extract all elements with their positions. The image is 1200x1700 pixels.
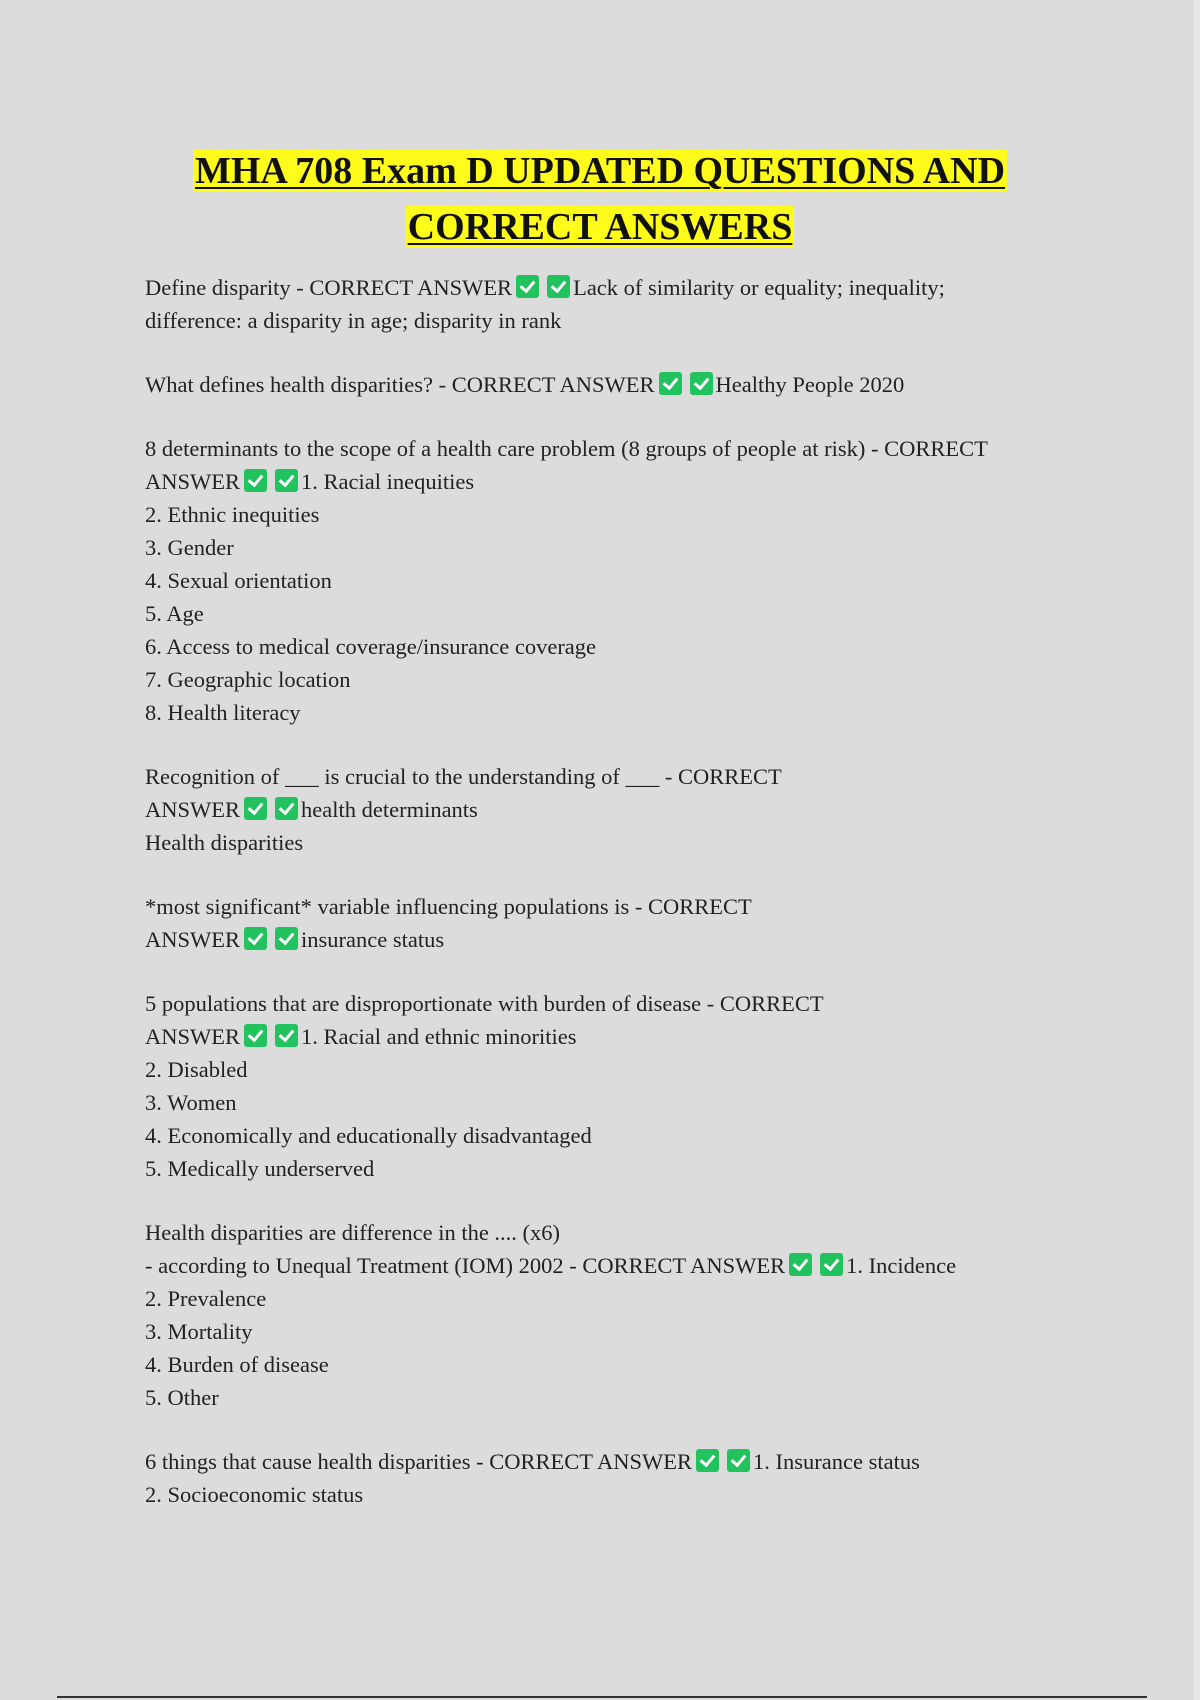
qa-item xyxy=(145,987,1075,1185)
qa-line-text: 3. Mortality xyxy=(145,1319,253,1344)
qa-item xyxy=(145,890,1075,956)
qa-line xyxy=(145,696,1075,729)
qa-line-text: 2. Disabled xyxy=(145,1057,248,1082)
qa-line xyxy=(145,564,1075,597)
qa-line-text: difference: a disparity in age; disparity in rank xyxy=(145,308,562,333)
footer-divider xyxy=(57,1696,1147,1698)
green-checkmark-icon xyxy=(244,927,267,950)
qa-line-text: 2. Socioeconomic status xyxy=(145,1482,364,1507)
qa-line xyxy=(145,1119,1075,1152)
qa-line-text: 5 populations that are disproportionate with burden of disease - CORRECT xyxy=(145,991,824,1016)
qa-answer-text: Lack of similarity or equality; inequality; xyxy=(573,275,945,300)
qa-line xyxy=(145,304,1075,337)
qa-line xyxy=(145,1315,1075,1348)
qa-item xyxy=(145,760,1075,859)
qa-line xyxy=(145,923,1075,956)
qa-line-text: 8. Health literacy xyxy=(145,700,301,725)
qa-line xyxy=(145,630,1075,663)
qa-answer-text: insurance status xyxy=(301,927,445,952)
qa-item xyxy=(145,271,1075,337)
qa-line-text: Health disparities are difference in the .... (x6) xyxy=(145,1220,561,1245)
qa-answer-text: health determinants xyxy=(301,797,478,822)
title-line-2: CORRECT ANSWERS xyxy=(407,206,793,248)
green-checkmark-icon xyxy=(244,469,267,492)
qa-line xyxy=(145,890,1075,923)
green-checkmark-icon xyxy=(244,797,267,820)
qa-line-text: 2. Ethnic inequities xyxy=(145,502,320,527)
qa-line xyxy=(145,793,1075,826)
qa-line-text: ANSWER xyxy=(145,1024,240,1049)
qa-line-text: 2. Prevalence xyxy=(145,1286,267,1311)
qa-line-text: 5. Age xyxy=(145,601,204,626)
qa-line xyxy=(145,368,1075,401)
qa-item xyxy=(145,368,1075,401)
qa-line xyxy=(145,1020,1075,1053)
qa-line-text: ANSWER xyxy=(145,927,240,952)
qa-answer-text: 1. Racial and ethnic minorities xyxy=(301,1024,577,1049)
green-checkmark-icon xyxy=(696,1449,719,1472)
qa-line-text: 6 things that cause health disparities - CORRECT ANSWER xyxy=(145,1449,693,1474)
green-checkmark-icon xyxy=(789,1253,812,1276)
green-checkmark-icon xyxy=(659,372,682,395)
qa-line xyxy=(145,1381,1075,1414)
qa-line xyxy=(145,1152,1075,1185)
green-checkmark-icon xyxy=(244,1024,267,1047)
qa-line-text: Recognition of ___ is crucial to the understanding of ___ - CORRECT xyxy=(145,764,782,789)
qa-line xyxy=(145,760,1075,793)
qa-answer-text: Healthy People 2020 xyxy=(715,372,905,397)
qa-line-text: 4. Burden of disease xyxy=(145,1352,329,1377)
qa-line xyxy=(145,432,1075,465)
qa-answer-text: 1. Incidence xyxy=(846,1253,957,1278)
qa-list xyxy=(145,271,1075,1542)
qa-line xyxy=(145,1348,1075,1381)
page-edge xyxy=(1194,0,1200,1700)
qa-line-text: 5. Medically underserved xyxy=(145,1156,375,1181)
qa-line-text: 6. Access to medical coverage/insurance coverage xyxy=(145,634,597,659)
qa-line xyxy=(145,663,1075,696)
qa-line xyxy=(145,531,1075,564)
qa-line-text: 4. Sexual orientation xyxy=(145,568,332,593)
green-checkmark-icon xyxy=(547,275,570,298)
green-checkmark-icon xyxy=(275,927,298,950)
qa-line xyxy=(145,1216,1075,1249)
qa-line xyxy=(145,987,1075,1020)
qa-answer-text: 1. Insurance status xyxy=(753,1449,920,1474)
title-line-1: MHA 708 Exam D UPDATED QUESTIONS AND xyxy=(194,150,1006,192)
qa-line xyxy=(145,826,1075,859)
qa-line-text: 3. Women xyxy=(145,1090,237,1115)
qa-line-text: 8 determinants to the scope of a health care problem (8 groups of people at risk) - CORRECT xyxy=(145,436,988,461)
qa-line-text: What defines health disparities? - CORRECT ANSWER xyxy=(145,372,655,397)
qa-line xyxy=(145,597,1075,630)
qa-line-text: 3. Gender xyxy=(145,535,234,560)
qa-answer-text: 1. Racial inequities xyxy=(301,469,475,494)
qa-line-text: - according to Unequal Treatment (IOM) 2002 - CORRECT ANSWER xyxy=(145,1253,786,1278)
qa-line xyxy=(145,1053,1075,1086)
document-title xyxy=(100,143,1100,255)
qa-line-text: ANSWER xyxy=(145,797,240,822)
qa-line xyxy=(145,465,1075,498)
qa-item xyxy=(145,1445,1075,1511)
green-checkmark-icon xyxy=(516,275,539,298)
green-checkmark-icon xyxy=(275,1024,298,1047)
qa-item xyxy=(145,1216,1075,1414)
qa-line-text: 4. Economically and educationally disadvantaged xyxy=(145,1123,592,1148)
green-checkmark-icon xyxy=(727,1449,750,1472)
qa-line-text: ANSWER xyxy=(145,469,240,494)
qa-line xyxy=(145,1249,1075,1282)
qa-line xyxy=(145,271,1075,304)
qa-line-text: 5. Other xyxy=(145,1385,219,1410)
qa-line-text: Health disparities xyxy=(145,830,304,855)
qa-item xyxy=(145,432,1075,729)
green-checkmark-icon xyxy=(275,797,298,820)
green-checkmark-icon xyxy=(820,1253,843,1276)
green-checkmark-icon xyxy=(275,469,298,492)
qa-line-text: 7. Geographic location xyxy=(145,667,351,692)
qa-line xyxy=(145,498,1075,531)
qa-line xyxy=(145,1445,1075,1478)
green-checkmark-icon xyxy=(690,372,713,395)
qa-line-text: Define disparity - CORRECT ANSWER xyxy=(145,275,513,300)
qa-line xyxy=(145,1478,1075,1511)
qa-line xyxy=(145,1086,1075,1119)
qa-line-text: *most significant* variable influencing populations is - CORRECT xyxy=(145,894,752,919)
qa-line xyxy=(145,1282,1075,1315)
